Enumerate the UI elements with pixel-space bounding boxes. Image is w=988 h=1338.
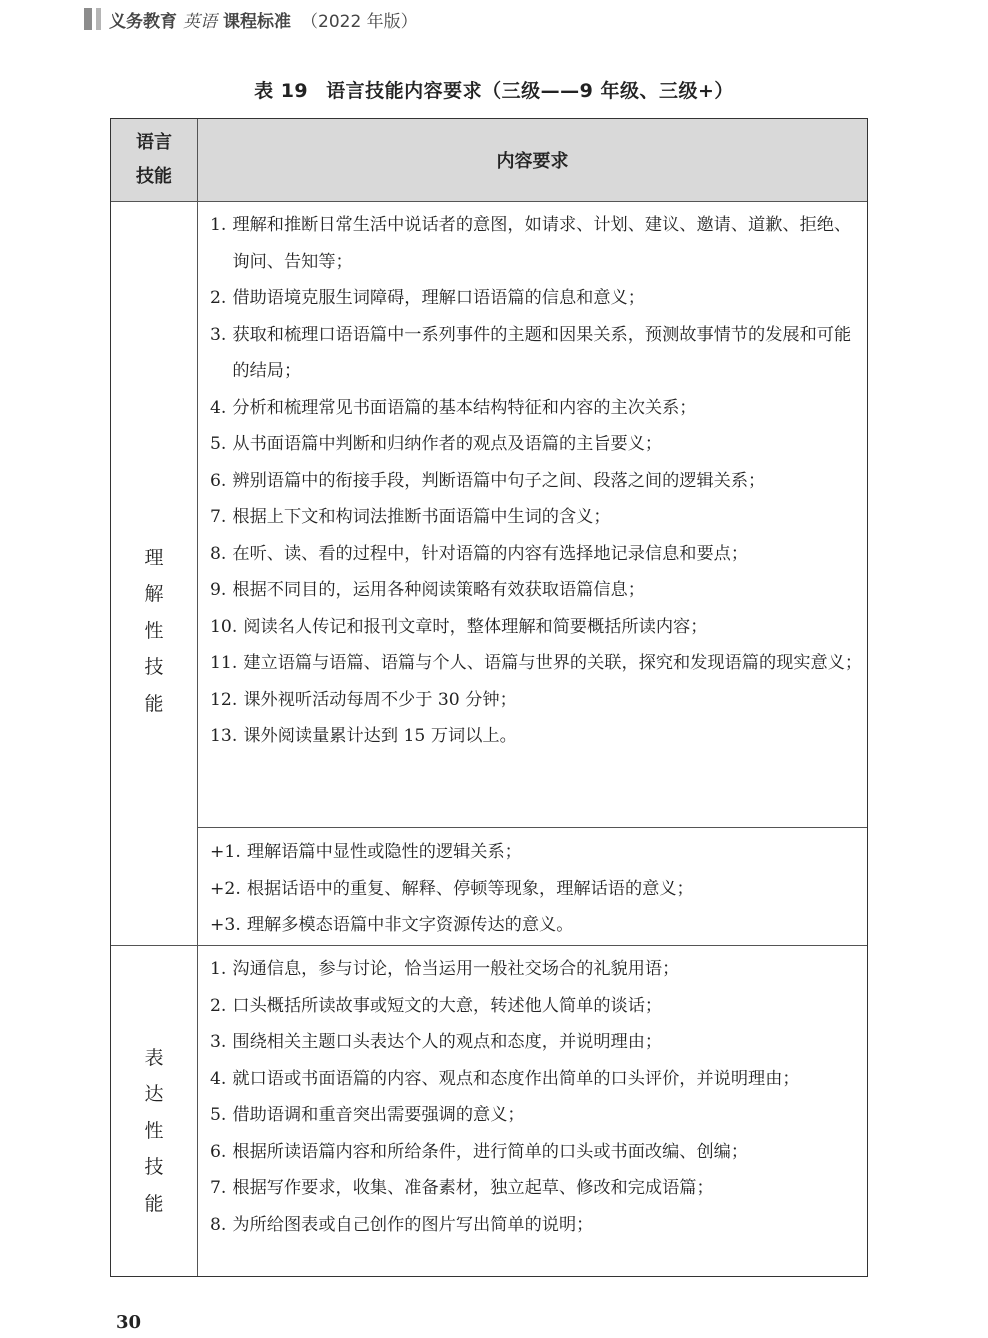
item-number: 1. (210, 215, 227, 235)
item-text: 口头概括所读故事或短文的大意，转述他人简单的谈话； (232, 995, 663, 1016)
item-text: 根据不同目的，运用各种阅读策略有效获取语篇信息； (232, 580, 645, 600)
requirements-table (110, 118, 868, 1277)
header-title-part2: 课程标准 (223, 11, 291, 32)
item-text: 建立语篇与语篇、语篇与个人、语篇与世界的关联，探究和发现语篇的现实意义； (243, 653, 863, 673)
item-text: 根据所读语篇内容和所给条件，进行简单的口头或书面改编、创编； (232, 1141, 749, 1162)
item-text: 理解多模态语篇中非文字资源传达的意义。 (246, 915, 574, 935)
list-item (210, 463, 863, 500)
header-language-skill-text: 语言技能 (136, 132, 172, 187)
item-number: 8. (210, 1214, 227, 1235)
list-item (210, 871, 863, 908)
list-item (210, 645, 863, 682)
expression-list (198, 951, 867, 1243)
item-text: 从书面语篇中判断和归纳作者的观点及语篇的主旨要义； (232, 434, 663, 454)
list-item (210, 907, 863, 944)
running-header (84, 6, 418, 32)
item-text: 理解语篇中显性或隐性的逻辑关系； (246, 842, 522, 862)
item-number: 7. (210, 1178, 227, 1198)
item-number: 2. (210, 995, 227, 1016)
item-number: 6. (210, 1141, 227, 1162)
item-text: 根据话语中的重复、解释、停顿等现象，理解话语的意义； (246, 878, 694, 899)
expression-label-cell (111, 946, 198, 1276)
item-number: +1. (210, 842, 241, 862)
list-item (210, 988, 863, 1025)
item-text: 获取和梳理口语语篇中一系列事件的主题和因果关系，预测故事情节的发展和可能的结局； (232, 324, 852, 381)
list-item (210, 1097, 863, 1134)
item-number: 5. (210, 1105, 227, 1125)
item-number: 12. (210, 689, 238, 710)
item-text: 就口语或书面语篇的内容、观点和态度作出简单的口头评价，并说明理由； (232, 1068, 800, 1089)
list-item (210, 280, 863, 317)
list-item (210, 1134, 863, 1171)
item-number: 8. (210, 543, 227, 564)
item-number: 6. (210, 470, 227, 491)
list-item (210, 718, 863, 755)
item-text: 为所给图表或自己创作的图片写出简单的说明； (232, 1214, 594, 1235)
item-number: 11. (210, 653, 238, 673)
list-item (210, 1170, 863, 1207)
item-text: 课外阅读量累计达到 15 万词以上。 (243, 726, 517, 746)
item-text: 借助语调和重音突出需要强调的意义； (232, 1105, 525, 1125)
item-number: 1. (210, 959, 227, 979)
list-item (210, 572, 863, 609)
table-title (0, 76, 988, 103)
item-text: 围绕相关主题口头表达个人的观点和态度，并说明理由； (232, 1032, 663, 1052)
comprehension-label-cell (111, 202, 198, 945)
expression-row (111, 945, 867, 1276)
item-text: 借助语境克服生词障碍，理解口语语篇的信息和意义； (232, 288, 645, 308)
header-title-italic: 英语 (183, 11, 217, 32)
list-item (210, 1024, 863, 1061)
comprehension-plus-cell (198, 827, 867, 945)
header-title-part1: 义务教育 (109, 11, 177, 32)
table-caption: 语言技能内容要求（三级——9 年级、三级+） (326, 80, 734, 102)
item-number: 10. (210, 616, 238, 637)
list-item (210, 426, 863, 463)
comprehension-plus-list (198, 834, 867, 944)
expression-label: 表达性技能 (144, 1046, 164, 1215)
item-number: 3. (210, 324, 227, 345)
table-number: 表 19 (254, 80, 309, 102)
item-number: 4. (210, 397, 227, 418)
header-content-requirements: 内容要求 (496, 151, 569, 172)
item-text: 理解和推断日常生活中说话者的意图，如请求、计划、建议、邀请、道歉、拒绝、询问、告知等； (232, 215, 852, 272)
comprehension-label: 理解性技能 (144, 546, 164, 715)
comprehension-list (198, 207, 867, 755)
item-text: 根据写作要求，收集、准备素材，独立起草、修改和完成语篇； (232, 1178, 714, 1198)
item-text: 在听、读、看的过程中，针对语篇的内容有选择地记录信息和要点； (232, 543, 749, 564)
item-text: 沟通信息，参与讨论，恰当运用一般社交场合的礼貌用语； (232, 959, 680, 979)
item-text: 辨别语篇中的衔接手段，判断语篇中句子之间、段落之间的逻辑关系； (232, 470, 766, 491)
list-item (210, 317, 863, 390)
list-item (210, 609, 863, 646)
list-item (210, 390, 863, 427)
list-item (210, 951, 863, 988)
item-number: 4. (210, 1068, 227, 1089)
comprehension-content (198, 202, 867, 945)
list-item (210, 1061, 863, 1098)
comprehension-items-cell (198, 202, 867, 827)
item-text: 阅读名人传记和报刊文章时，整体理解和简要概括所读内容； (243, 616, 708, 637)
table-header-row (111, 119, 867, 201)
item-number: 2. (210, 288, 227, 308)
expression-items-cell (198, 946, 867, 1276)
item-number: 7. (210, 507, 227, 527)
header-language-skill (111, 119, 198, 201)
list-item (210, 499, 863, 536)
page-number: 30 (116, 1312, 142, 1333)
list-item (210, 207, 863, 280)
header-bar-mark (84, 8, 101, 30)
header-edition: （2022 年版） (301, 11, 418, 32)
item-number: 9. (210, 580, 227, 600)
list-item (210, 536, 863, 573)
item-number: +3. (210, 915, 241, 935)
item-number: 3. (210, 1032, 227, 1052)
item-number: 5. (210, 434, 227, 454)
comprehension-row (111, 201, 867, 945)
list-item (210, 834, 863, 871)
list-item (210, 1207, 863, 1244)
item-number: 13. (210, 726, 238, 746)
list-item (210, 682, 863, 719)
item-number: +2. (210, 878, 241, 899)
item-text: 课外视听活动每周不少于 30 分钟； (243, 689, 517, 710)
item-text: 分析和梳理常见书面语篇的基本结构特征和内容的主次关系； (232, 397, 697, 418)
item-text: 根据上下文和构词法推断书面语篇中生词的含义； (232, 507, 611, 527)
